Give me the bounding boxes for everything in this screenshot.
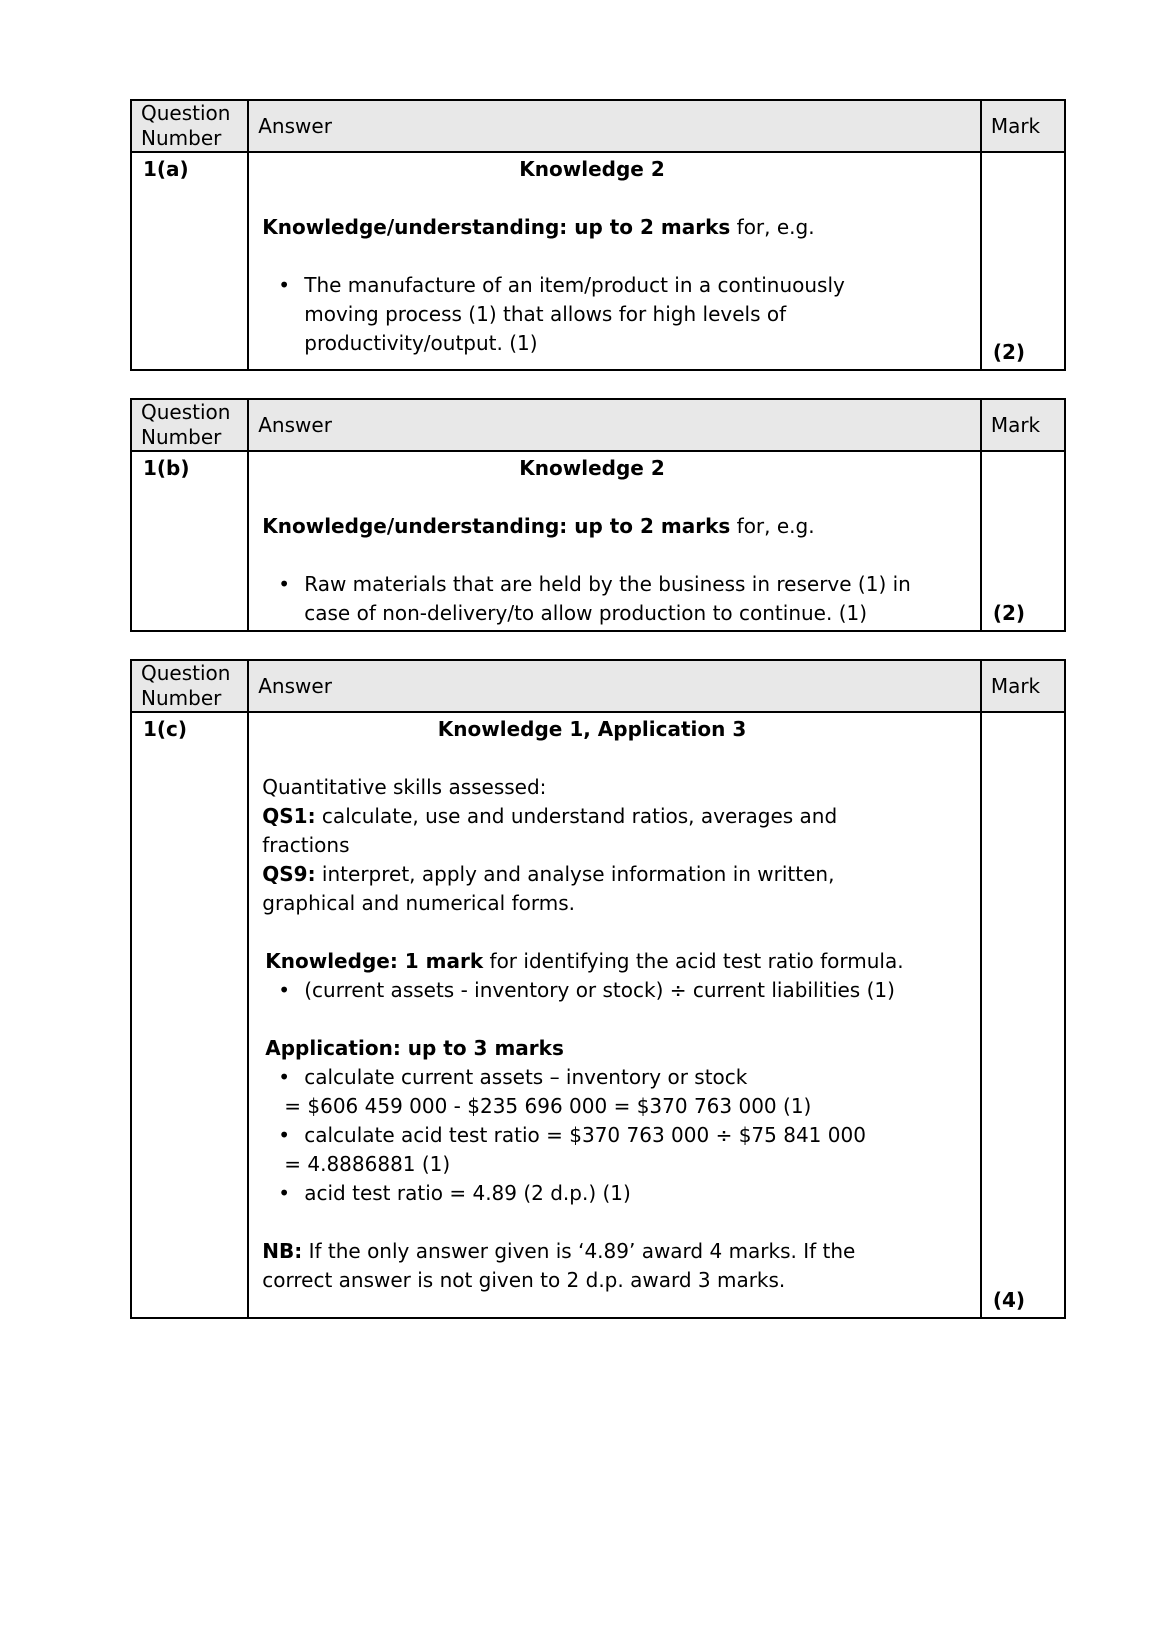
answer-title: Knowledge 2 [519, 456, 665, 480]
bullet-item [262, 976, 967, 1005]
bullet-icon: • [278, 1123, 291, 1147]
mark-scheme-table-1a [130, 99, 1066, 371]
bullet-text: Raw materials that are held by the business in reserve (1) in [304, 572, 911, 596]
question-number-cell: 1(c) [131, 712, 248, 1318]
mark-scheme-table-1c [130, 659, 1066, 1319]
bullet-item [262, 1121, 967, 1150]
answer-cell [248, 152, 981, 370]
mark-cell [981, 152, 1065, 370]
answer-heading-bold: Knowledge/understanding: up to 2 marks [262, 215, 731, 239]
question-number-cell: 1(b) [131, 451, 248, 631]
nb-label: NB: [262, 1239, 303, 1263]
nb-text: If the only answer given is ‘4.89’ award 4 marks. If the [302, 1239, 856, 1263]
qs9-text: interpret, apply and analyse information in written, [315, 862, 835, 886]
equation-line: = $606 459 000 - $235 696 000 = $370 763 000 (1) [284, 1094, 812, 1118]
answer-heading [262, 512, 967, 541]
mark-value: (2) [992, 601, 1026, 625]
answer-header-cell: Answer [248, 100, 981, 152]
bullet-item [262, 1063, 967, 1092]
question-number-cell: 1(a) [131, 152, 248, 370]
table-row [131, 152, 1065, 370]
table-row [131, 451, 1065, 631]
bullet-icon: • [278, 978, 291, 1002]
mark-header-cell: Mark [981, 399, 1065, 451]
knowledge-heading [262, 947, 967, 976]
answer-heading-bold: Knowledge/understanding: up to 2 marks [262, 514, 731, 538]
question-number-header-cell: Question Number [131, 399, 248, 451]
answer-cell [248, 451, 981, 631]
application-heading-bold: Application: up to 3 marks [265, 1036, 564, 1060]
bullet-item [262, 570, 967, 599]
answer-title: Knowledge 2 [519, 157, 665, 181]
qs1-line [262, 802, 967, 831]
qs9-label: QS9: [262, 862, 316, 886]
qs-intro-line: Quantitative skills assessed: [262, 775, 547, 799]
answer-heading [262, 213, 967, 242]
answer-cell [248, 712, 981, 1318]
bullet-icon: • [278, 1181, 291, 1205]
answer-title: Knowledge 1, Application 3 [437, 717, 747, 741]
bullet-icon: • [278, 1065, 291, 1089]
question-number-header-cell: Question Number [131, 100, 248, 152]
bullet-item [262, 271, 967, 300]
qs1-label: QS1: [262, 804, 316, 828]
mark-cell [981, 712, 1065, 1318]
mark-scheme-table-1b [130, 398, 1066, 632]
bullet-text: The manufacture of an item/product in a continuously [304, 273, 845, 297]
qs1-line-continued: fractions [262, 833, 350, 857]
application-heading [262, 1034, 967, 1063]
mark-value: (4) [992, 1288, 1026, 1312]
table-row [131, 712, 1065, 1318]
qs9-line-continued: graphical and numerical forms. [262, 891, 575, 915]
qs9-line [262, 860, 967, 889]
bullet-text-continued: moving process (1) that allows for high levels of [304, 302, 787, 326]
bullet-item [262, 1179, 967, 1208]
answer-header-cell: Answer [248, 399, 981, 451]
bullet-icon: • [278, 273, 291, 297]
mark-header-cell: Mark [981, 660, 1065, 712]
bullet-text: calculate current assets – inventory or stock [304, 1065, 748, 1089]
bullet-text: (current assets - inventory or stock) ÷ current liabilities (1) [304, 978, 895, 1002]
answer-header-cell: Answer [248, 660, 981, 712]
mark-value: (2) [992, 340, 1026, 364]
bullet-text-continued: productivity/output. (1) [304, 331, 538, 355]
equation-line: = 4.8886881 (1) [284, 1152, 451, 1176]
mark-cell [981, 451, 1065, 631]
answer-heading-rest: for, e.g. [730, 514, 815, 538]
bullet-text: calculate acid test ratio = $370 763 000 ÷ $75 841 000 [304, 1123, 866, 1147]
bullet-text: acid test ratio = 4.89 (2 d.p.) (1) [304, 1181, 631, 1205]
knowledge-heading-bold: Knowledge: 1 mark [265, 949, 484, 973]
nb-line-continued: correct answer is not given to 2 d.p. award 3 marks. [262, 1268, 786, 1292]
answer-heading-rest: for, e.g. [730, 215, 815, 239]
qs1-text: calculate, use and understand ratios, averages and [315, 804, 838, 828]
knowledge-heading-rest: for identifying the acid test ratio formula. [483, 949, 904, 973]
nb-line [262, 1237, 967, 1266]
bullet-icon: • [278, 572, 291, 596]
question-number-header-cell: Question Number [131, 660, 248, 712]
bullet-text-continued: case of non-delivery/to allow production to continue. (1) [304, 601, 868, 625]
mark-header-cell: Mark [981, 100, 1065, 152]
